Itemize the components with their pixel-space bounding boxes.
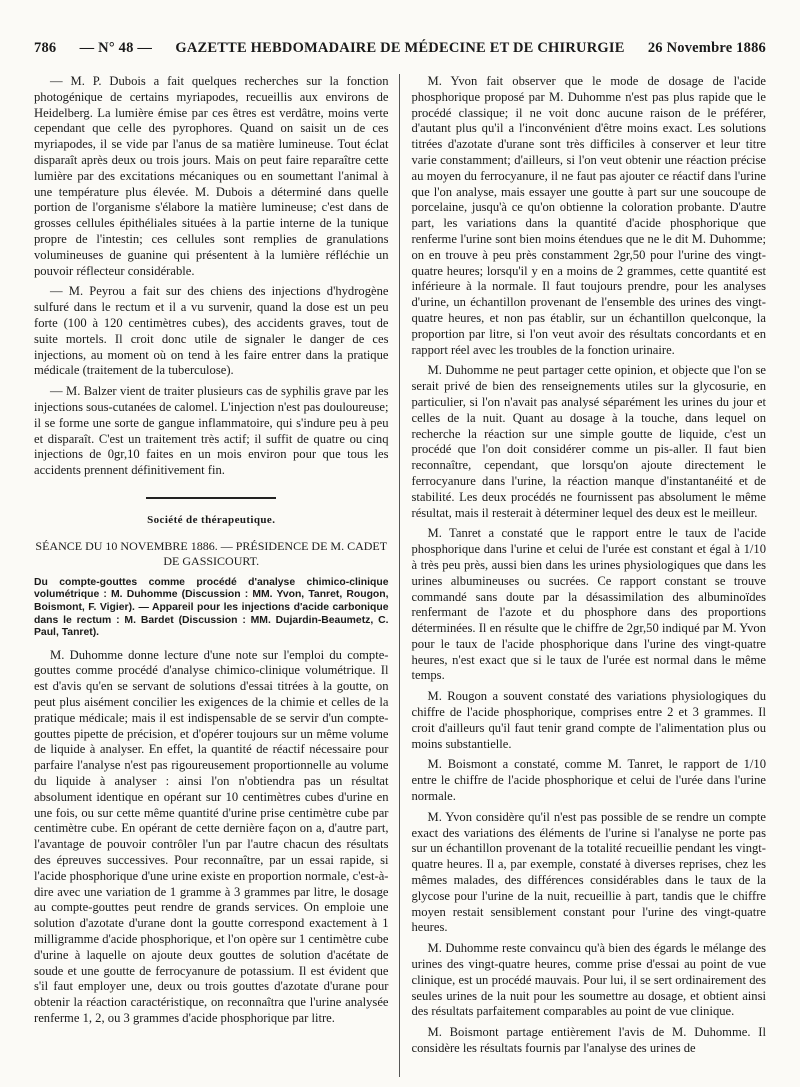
paragraph-rougon: M. Rougon a souvent constaté des variations physiologiques du chiffre de l'acide phosphorique, comprises entre 2 et 3 grammes. Il croit d'ailleurs qu'il faut tenir grand compte de l'alimentation plus ou moins substantielle.: [411, 689, 766, 751]
paragraph-duhomme-2: M. Duhomme reste convaincu qu'à bien des égards le mélange des urines des vingt-quatre heures, comme prise d'essai au point de vue clinique, est un procédé mauvais. Pour lui, il se sert ordinairement des seules urines de la nuit pour les soumettre au dosage, et obtient ainsi des résultats parfaitement comparables au point de vue clinique.: [411, 941, 766, 1019]
paragraph-duhomme-reply: M. Duhomme ne peut partager cette opinion, et objecte que l'on se serait privé de bien des renseignements utiles sur la glycosurie, en particulier, si l'on n'avait pas analysé séparément les urines du jour et celles de la nuit. Quant au dosage à la touche, dans lequel on recherche la réaction sur une simple goutte de liquide, c'est un procédé que l'on doit considérer comme un pis-aller. Il faut bien reconnaître, cependant, que lorsqu'on ajoute directement le ferrocyanure dans l'urine, la réaction manque d'instantanéité et de stabilité. Les deux procédés ne fournissent pas absolument le même résultat, mais il resterait à déterminer lequel des deux est le meilleur.: [411, 363, 766, 520]
paragraph-boismont-2: M. Boismont partage entièrement l'avis de M. Duhomme. Il considère les résultats fournis par l'analyse des urines de: [411, 1025, 766, 1056]
two-column-body: [34, 74, 766, 1077]
paragraph-peyrou: — M. Peyrou a fait sur des chiens des injections d'hydrogène sulfuré dans le rectum et il a vu survenir, quand la dose est un peu forte (100 à 120 centimètres cubes), des accidents graves, tout de suite mortels. Il croit donc utile de signaler le danger de ces injections, au moment où on tend à les faire entrer dans la pratique médicale (traitement de la tuberculose).: [34, 284, 389, 378]
session-summary: Du compte-gouttes comme procédé d'analyse chimico-clinique volumétrique : M. Duhomme (Discussion : MM. Yvon, Tanret, Rougon, Boismont, F. Vigier). — Appareil pour les injections d'acide carbonique dans le rectum : M. Bardet (Discussion : MM. Dujardin-Beaumetz, C. Paul, Tanret).: [34, 576, 389, 639]
section-divider: [146, 497, 276, 499]
paragraph-yvon: M. Yvon fait observer que le mode de dosage de l'acide phosphorique proposé par M. Duhomme n'est pas plus rapide que le procédé classique; il ne voit donc aucune raison de le préférer, d'autant plus qu'il a l'inconvénient d'être moins exact. Les solutions titrées d'azotate d'urane sont très difficiles à conserver et leur titre varie constamment; d'ailleurs, si l'on veut obtenir une réaction précise au moyen du ferrocyanure, il ne faut pas ajouter ce réactif dans l'urine que l'on analyse, mais essayer une goutte à part sur une soucoupe de porcelaine, jusqu'à ce qu'on obtienne la coloration probante. D'autre part, les variations dans la quantité d'acide phosphorique que renferme l'urine sont bien moins étendues que ne le dit M. Duhomme; on en trouve à peu près constamment 2gr,50 pour l'urine des vingt-quatre heures; lorsqu'il y en a moins de 2 grammes, cette quantité est inférieure à la normale. Il faut toujours prendre, pour les analyses d'urine, un échantillon provenant de l'ensemble des urines des vingt-quatre heures, et non pas établir, sur un échantillon quelconque, la proportion par litre, si l'on veut avoir des résultats concordants et en rapport réel avec les troubles de la fonction urinaire.: [411, 74, 766, 357]
issue-number: — N° 48 —: [79, 40, 153, 56]
paragraph-tanret: M. Tanret a constaté que le rapport entre le taux de l'acide phosphorique dans l'urine et celui de l'urée est constant et égal à 1/10 à très peu près, aussi bien dans les urines physiologiques que dans les urines albumineuses ou sucrées. Ce rapport constant se trouve commandé sans doute par la désassimilation des albuminoïdes renfermant de l'azote et du phosphore dans des proportions déterminées. Il en résulte que le chiffre de 2gr,50 indiqué par M. Yvon pour le taux de l'acide phosphorique dans l'urine des vingt-quatre heures, n'est exact que si le taux de l'urée est normal dans le même temps.: [411, 526, 766, 683]
paragraph-duhomme: M. Duhomme donne lecture d'une note sur l'emploi du compte-gouttes comme procédé d'analyse chimico-clinique volumétrique. Il est d'avis qu'en se servant de solutions d'essai titrées à la goutte, on peut plus aisément concilier les exigences de la chimie et celles de la pratique médicale; mais il est indispensable de se servir d'un compte-gouttes pipette de précision, et d'opérer toujours sur un même volume de liquide à analyser. En effet, la quantité de réactif nécessaire pour parfaire l'analyse n'est pas rigoureusement proportionnelle au volume du liquide à analyser : ainsi l'on n'obtiendra pas un résultat absolument identique en opérant sur 10 centimètres cubes d'urine en une fois, ou sur cette même quantité d'urine prise centimètre cube par centimètre cube. En opérant de cette dernière façon on a, d'autre part, l'avantage de pouvoir contrôler l'un par l'autre chacun des résultats des épreuves successives. Pour reconnaître, par un essai rapide, si l'acide phosphorique d'une urine existe en proportion normale, c'est-à-dire avec une variation de 1 gramme à 3 grammes par litre, le dosage au compte-gouttes peut rendre de grands services. On emploie une solution d'azotate d'urane dont la goutte correspond exactement à 1 milligramme d'acide phosphorique, et l'on opère sur 1 centimètre cube d'urine à laquelle on ajoute deux gouttes de solution d'acétate de soude et une goutte de ferrocyanure de potassium. Il est évident que s'il faut employer une, deux ou trois gouttes d'azotate d'urane pour obtenir la réaction caractéristique, on reconnaîtra que l'urine analysée renferme 1, 2, ou 3 grammes d'acide phosphorique par litre.: [34, 647, 389, 1026]
issue-date: 26 Novembre 1886: [647, 40, 766, 56]
left-column: [34, 74, 399, 1077]
journal-title: GAZETTE HEBDOMADAIRE DE MÉDECINE ET DE CHIRURGIE: [175, 40, 625, 56]
page-header: [34, 40, 766, 57]
page-number: 786: [34, 40, 57, 56]
session-heading: SÉANCE DU 10 NOVEMBRE 1886. — PRÉSIDENCE DE M. CADET DE GASSICOURT.: [35, 538, 388, 568]
right-column: [399, 74, 767, 1077]
society-heading: Société de thérapeutique.: [147, 513, 276, 526]
paragraph-dubois: — M. P. Dubois a fait quelques recherches sur la fonction photogénique de certains myriapodes, recueillis aux environs de Heidelberg. La lumière émise par ces êtres est verdâtre, moins verte cependant que celle des pyrophores. Quand on saisit un de ces myriapodes, il se vide par l'anus de sa matière lumineuse. Tout éclat disparaît après deux ou trois jours. Mais on peut faire reparaître cette lumière par des excitations mécaniques ou en soumettant l'animal à une température plus élevée. M. Dubois a déterminé dans quelle portion de l'organisme s'élabore la matière lumineuse; c'est dans de grosses cellules épithéliales situées à la partie interne de la tunique propre de l'intestin; ces cellules sont remplies de granulations volumineuses de guanine qui présentent à la lumière réfléchie un pouvoir réflecteur considérable.: [34, 74, 389, 278]
paragraph-yvon-2: M. Yvon considère qu'il n'est pas possible de se rendre un compte exact des variations des éléments de l'urine si l'analyse ne porte pas sur un échantillon provenant de la totalité recueillie pendant les vingt-quatre heures. Il a, par exemple, constaté à diverses reprises, chez les mêmes malades, des différences considérables dans le taux de la glycose pour l'urine de la nuit, recueillie à part, tandis que le chiffre moyen restait sensiblement constant pour l'urine des vingt-quatre heures.: [411, 809, 766, 935]
paragraph-balzer: — M. Balzer vient de traiter plusieurs cas de syphilis grave par les injections sous-cutanées de calomel. L'injection n'est pas douloureuse; il se forme une sorte de gangue inflammatoire, qui s'indure peu à peu et disparaît. C'est un traitement très actif; il suffit de quatre ou cinq injections de 0gr,10 faites en un mois environ pour que tous les accidents prennent définitivement fin.: [34, 384, 389, 478]
paragraph-boismont: M. Boismont a constaté, comme M. Tanret, le rapport de 1/10 entre le chiffre de l'acide phosphorique et celui de l'urée dans l'urine normale.: [411, 757, 766, 804]
